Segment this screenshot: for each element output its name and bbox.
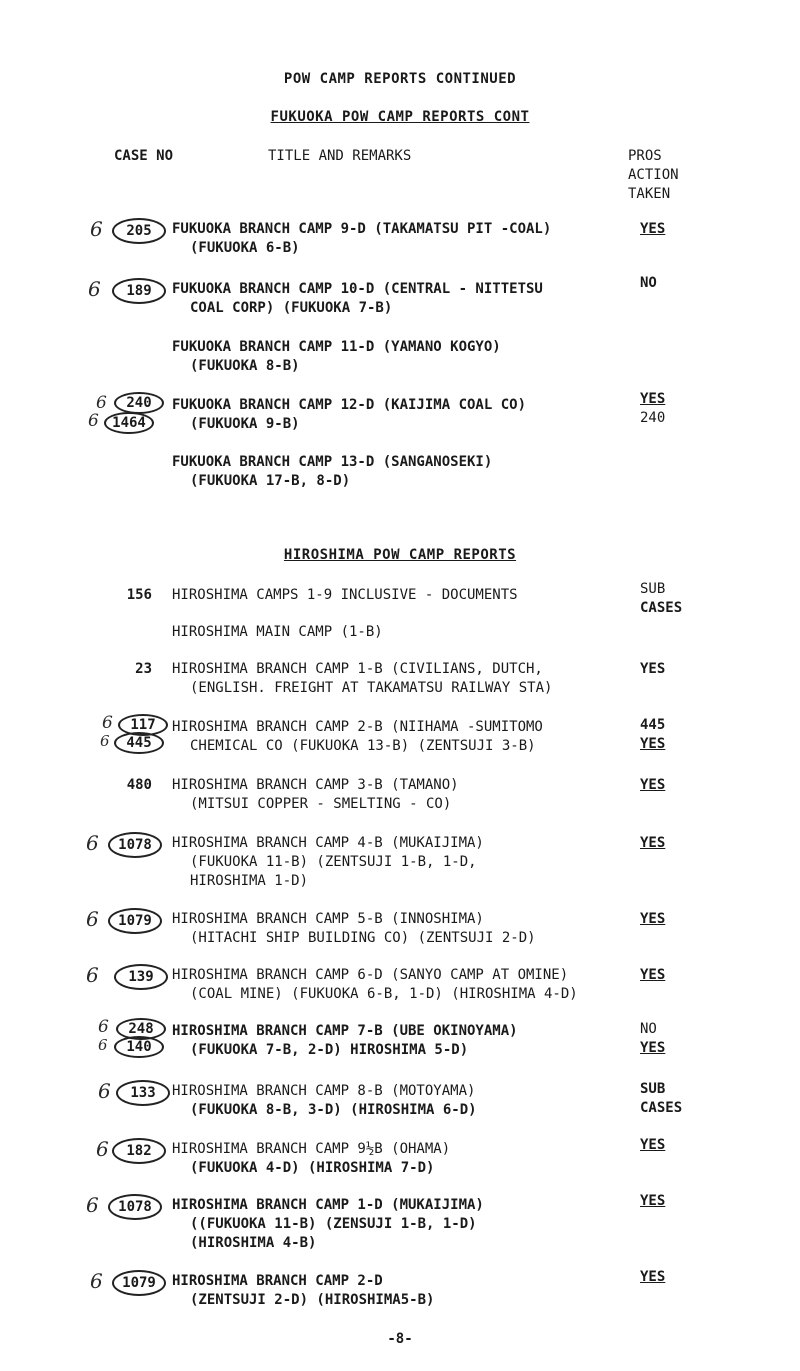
handwritten-mark: 6 <box>98 1036 108 1054</box>
pros-action: NO YES <box>640 1021 666 1056</box>
pros-action: SUB CASES <box>640 1081 683 1116</box>
entry-title: HIROSHIMA BRANCH CAMP 6-D (SANYO CAMP AT OMINE) (COAL MINE) (FUKUOKA 6-B, 1-D) (HIROSHIMA 4-D) <box>172 967 578 1002</box>
pros-action: YES <box>640 835 666 851</box>
pros-action: NO <box>640 275 657 291</box>
handwritten-mark: 6 <box>88 411 99 431</box>
column-title: TITLE AND REMARKS <box>268 148 412 164</box>
case-number-circled: 182 <box>112 1138 166 1164</box>
handwritten-mark: 6 <box>90 217 103 241</box>
pros-action: YES <box>640 1269 666 1285</box>
case-number-circled: 189 <box>112 278 166 304</box>
entry-title: HIROSHIMA BRANCH CAMP 4-B (MUKAIJIMA) (FUKUOKA 11-B) (ZENTSUJI 1-B, 1-D, HIROSHIMA 1-D) <box>172 835 484 889</box>
fukuoka-heading: FUKUOKA POW CAMP REPORTS CONT <box>270 109 530 125</box>
handwritten-mark: 6 <box>96 1137 109 1161</box>
entry-title: FUKUOKA BRANCH CAMP 10-D (CENTRAL - NITTETSU COAL CORP) (FUKUOKA 7-B) <box>172 281 543 316</box>
pros-action: YES <box>640 777 666 793</box>
entry-title: HIROSHIMA BRANCH CAMP 9½B (OHAMA) (FUKUOKA 4-D) (HIROSHIMA 7-D) <box>172 1141 451 1176</box>
entry-title: FUKUOKA BRANCH CAMP 9-D (TAKAMATSU PIT -COAL) (FUKUOKA 6-B) <box>172 221 552 256</box>
pros-action: YES <box>640 661 666 677</box>
case-number-circled: 205 <box>112 218 166 244</box>
entry-title: FUKUOKA BRANCH CAMP 11-D (YAMANO KOGYO) (FUKUOKA 8-B) <box>172 339 501 374</box>
case-number-circled: 1078 <box>108 1194 162 1220</box>
page-number: -8- <box>387 1331 413 1347</box>
handwritten-mark: 6 <box>86 907 99 931</box>
entry-title: HIROSHIMA BRANCH CAMP 5-B (INNOSHIMA) (HITACHI SHIP BUILDING CO) (ZENTSUJI 2-D) <box>172 911 536 946</box>
entry-title: HIROSHIMA BRANCH CAMP 7-B (UBE OKINOYAMA) (FUKUOKA 7-B, 2-D) HIROSHIMA 5-D) <box>172 1023 518 1058</box>
pros-action: YES <box>640 911 666 927</box>
pros-action: YES <box>640 967 666 983</box>
hiroshima-heading: HIROSHIMA POW CAMP REPORTS <box>283 547 517 563</box>
pros-action: 445 YES <box>640 717 666 752</box>
case-number-circled: 1079 <box>108 908 162 934</box>
pros-action: YES 240 <box>640 391 666 426</box>
entry-title: HIROSHIMA BRANCH CAMP 2-D (ZENTSUJI 2-D) (HIROSHIMA5-B) <box>172 1273 435 1308</box>
handwritten-mark: 6 <box>96 393 107 413</box>
handwritten-mark: 6 <box>100 732 110 750</box>
case-number-circled: 1464 <box>104 412 154 434</box>
case-number-circled: 139 <box>114 964 168 990</box>
handwritten-mark: 6 <box>98 1017 109 1037</box>
pros-action: YES <box>640 1193 666 1209</box>
case-number-circled: 117 <box>118 714 168 736</box>
handwritten-mark: 6 <box>86 1193 99 1217</box>
handwritten-mark: 6 <box>98 1079 111 1103</box>
case-number-circled: 248 <box>116 1018 166 1040</box>
pros-action: YES <box>640 1137 666 1153</box>
case-number: 156 <box>126 587 152 603</box>
handwritten-mark: 6 <box>88 277 101 301</box>
entry-title: HIROSHIMA MAIN CAMP (1-B) <box>172 624 383 640</box>
case-number-circled: 445 <box>114 732 164 754</box>
case-number-circled: 140 <box>114 1036 164 1058</box>
entry-title: HIROSHIMA BRANCH CAMP 3-B (TAMANO) (MITSUI COPPER - SMELTING - CO) <box>172 777 459 812</box>
column-case-no: CASE NO <box>114 148 174 164</box>
case-number-circled: 1079 <box>112 1270 166 1296</box>
handwritten-mark: 6 <box>86 963 99 987</box>
pros-action: SUB CASES <box>640 581 683 616</box>
case-number-circled: 1078 <box>108 832 162 858</box>
handwritten-mark: 6 <box>102 713 113 733</box>
pros-action: YES <box>640 221 666 237</box>
main-heading: POW CAMP REPORTS CONTINUED <box>283 71 517 87</box>
case-number: 480 <box>126 777 152 793</box>
handwritten-mark: 6 <box>90 1269 103 1293</box>
column-pros-action: PROS ACTION TAKEN <box>628 148 679 202</box>
entry-title: HIROSHIMA CAMPS 1-9 INCLUSIVE - DOCUMENTS <box>172 587 518 603</box>
case-number-circled: 240 <box>114 392 164 414</box>
entry-title: FUKUOKA BRANCH CAMP 13-D (SANGANOSEKI) (FUKUOKA 17-B, 8-D) <box>172 454 493 489</box>
entry-title: HIROSHIMA BRANCH CAMP 2-B (NIIHAMA -SUMITOMO CHEMICAL CO (FUKUOKA 13-B) (ZENTSUJI 3-B) <box>172 719 543 754</box>
entry-title: HIROSHIMA BRANCH CAMP 8-B (MOTOYAMA) (FUKUOKA 8-B, 3-D) (HIROSHIMA 6-D) <box>172 1083 477 1118</box>
entry-title: HIROSHIMA BRANCH CAMP 1-B (CIVILIANS, DUTCH, (ENGLISH. FREIGHT AT TAKAMATSU RAILWAY STA) <box>172 661 553 696</box>
case-number: 23 <box>135 661 152 677</box>
handwritten-mark: 6 <box>86 831 99 855</box>
entry-title: HIROSHIMA BRANCH CAMP 1-D (MUKAIJIMA) ((FUKUOKA 11-B) (ZENSUJI 1-B, 1-D) (HIROSHIMA 4-B) <box>172 1197 484 1251</box>
entry-title: FUKUOKA BRANCH CAMP 12-D (KAIJIMA COAL CO) (FUKUOKA 9-B) <box>172 397 527 432</box>
case-number-circled: 133 <box>116 1080 170 1106</box>
